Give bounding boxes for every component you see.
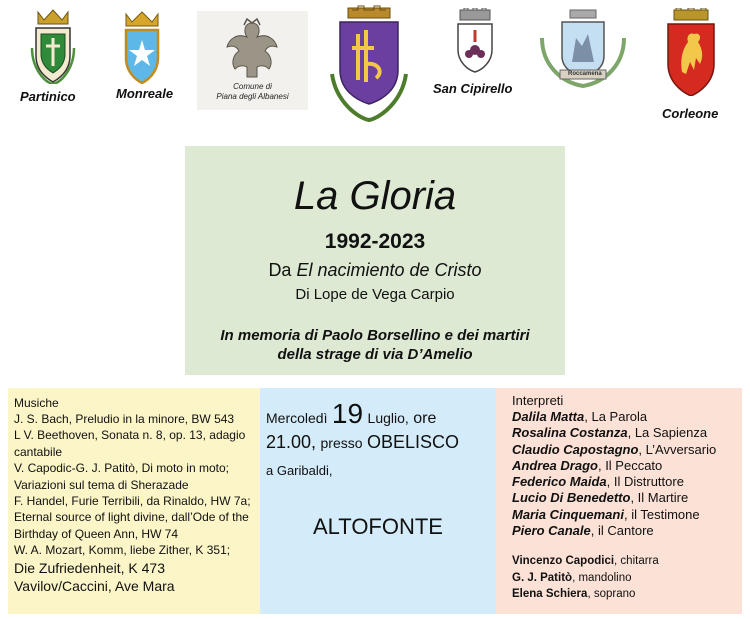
corleone-crest-icon: [666, 8, 716, 96]
actor-name: Piero Canale: [512, 523, 591, 539]
san-cipirello-crest-icon: [454, 8, 496, 74]
event-author: Di Lope de Vega Carpio: [295, 286, 455, 303]
piana-crest-icon: [197, 11, 308, 110]
music-item: V. Capodic-G. J. Patitò, Di moto in moto; Variazioni sul tema di Sherazade: [14, 461, 229, 492]
event-presso: presso: [320, 435, 363, 451]
event-month: Luglio,: [367, 410, 409, 426]
source-title: El nacimiento de Cristo: [296, 260, 482, 280]
musician-role: , chitarra: [614, 555, 659, 568]
event-street: a Garibaldi,: [266, 463, 333, 478]
musician-name: Vincenzo Capodici: [512, 555, 615, 568]
event-venue: OBELISCO: [366, 432, 460, 452]
monreale-crest-icon: [118, 8, 166, 84]
actor-role: , Il Peccato: [597, 457, 663, 473]
actor-name: Andrea Drago: [512, 457, 598, 473]
memory-line-2: della strage di via D’Amelio: [277, 346, 473, 363]
actor-role: , il Testimone: [623, 506, 700, 522]
list-item: [512, 553, 742, 569]
list-item: [512, 586, 742, 602]
piana-label-line1: Comune di: [233, 82, 272, 91]
roccamena-label: Roccamena: [568, 71, 602, 77]
actors-list: [512, 409, 742, 539]
music-item: W. A. Mozart, Komm, liebe Zither, K 351;: [14, 543, 231, 558]
event-date: [266, 398, 436, 430]
actor-name: Lucio Di Benedetto: [512, 490, 631, 506]
actor-name: Claudio Capostagno: [512, 441, 639, 457]
actor-name: Maria Cinquemani: [512, 506, 624, 522]
list-item: [512, 409, 742, 425]
memory-dedication: [185, 326, 565, 364]
event-weekday: Mercoledì: [266, 410, 328, 426]
event-time: 21.00,: [266, 432, 317, 452]
music-item: Vavilov/Caccini, Ave Mara: [14, 577, 175, 594]
musician-role: , mandolino: [572, 571, 632, 584]
altofonte-crest-icon: [322, 4, 416, 124]
list-item: [512, 458, 742, 474]
corleone-label: Corleone: [662, 106, 719, 121]
actor-name: Federico Maida: [512, 474, 607, 490]
list-item: [512, 570, 742, 586]
event-panel: [260, 388, 496, 614]
list-item: [512, 507, 742, 523]
actor-role: , Il Distruttore: [606, 474, 684, 490]
cast-panel: [496, 388, 742, 614]
san-cipirello-label: San Cipirello: [433, 81, 513, 96]
musician-name: G. J. Patitò: [512, 571, 573, 584]
actor-role: , L’Avversario: [638, 441, 717, 457]
list-item: [512, 523, 742, 539]
event-ore: ore: [413, 410, 437, 427]
partinico-label: Partinico: [20, 89, 76, 104]
event-day: 19: [331, 398, 364, 429]
event-town: ALTOFONTE: [313, 514, 443, 539]
music-item: L V. Beethoven, Sonata n. 8, op. 13, adagio cantabile: [14, 428, 246, 459]
source-prefix: Da: [268, 260, 297, 280]
actor-role: , La Parola: [584, 409, 648, 424]
actor-name: Rosalina Costanza: [512, 425, 628, 441]
list-item: [512, 425, 742, 441]
music-list: [14, 411, 260, 595]
piana-label-line2: Piana degli Albanesi: [216, 92, 289, 101]
monreale-label: Monreale: [116, 86, 174, 101]
music-item: Die Zufriedenheit, K 473: [14, 559, 165, 576]
cast-heading: Interpreti: [512, 393, 564, 408]
music-item: F. Handel, Furie Terribili, da Rinaldo, HW 7a; Eternal source of light divine, dall’Ode of the Birthday of Queen Ann, HW 74: [14, 494, 251, 541]
music-item: J. S. Bach, Preludio in la minore, BW 543: [14, 412, 235, 426]
list-item: [512, 490, 742, 506]
event-title: La Gloria: [293, 174, 457, 218]
actor-name: Dalila Matta: [512, 409, 585, 424]
musician-role: , soprano: [587, 587, 636, 600]
partinico-crest-icon: [30, 8, 76, 84]
list-item: [512, 442, 742, 458]
actor-role: , Il Martire: [630, 490, 689, 506]
actor-role: , il Cantore: [590, 523, 654, 539]
title-box: [185, 146, 565, 375]
event-time-venue: [266, 432, 459, 453]
roccamena-crest-icon: [540, 8, 626, 88]
event-years: 1992-2023: [324, 230, 426, 253]
music-heading: Musiche: [14, 396, 59, 410]
music-panel: [8, 388, 260, 614]
memory-line-1: In memoria di Paolo Borsellino e dei martiri: [220, 327, 530, 344]
musician-name: Elena Schiera: [512, 587, 588, 600]
list-item: [512, 474, 742, 490]
actor-role: , La Sapienza: [627, 425, 708, 441]
event-source: [185, 260, 565, 281]
musicians-list: [512, 553, 742, 602]
